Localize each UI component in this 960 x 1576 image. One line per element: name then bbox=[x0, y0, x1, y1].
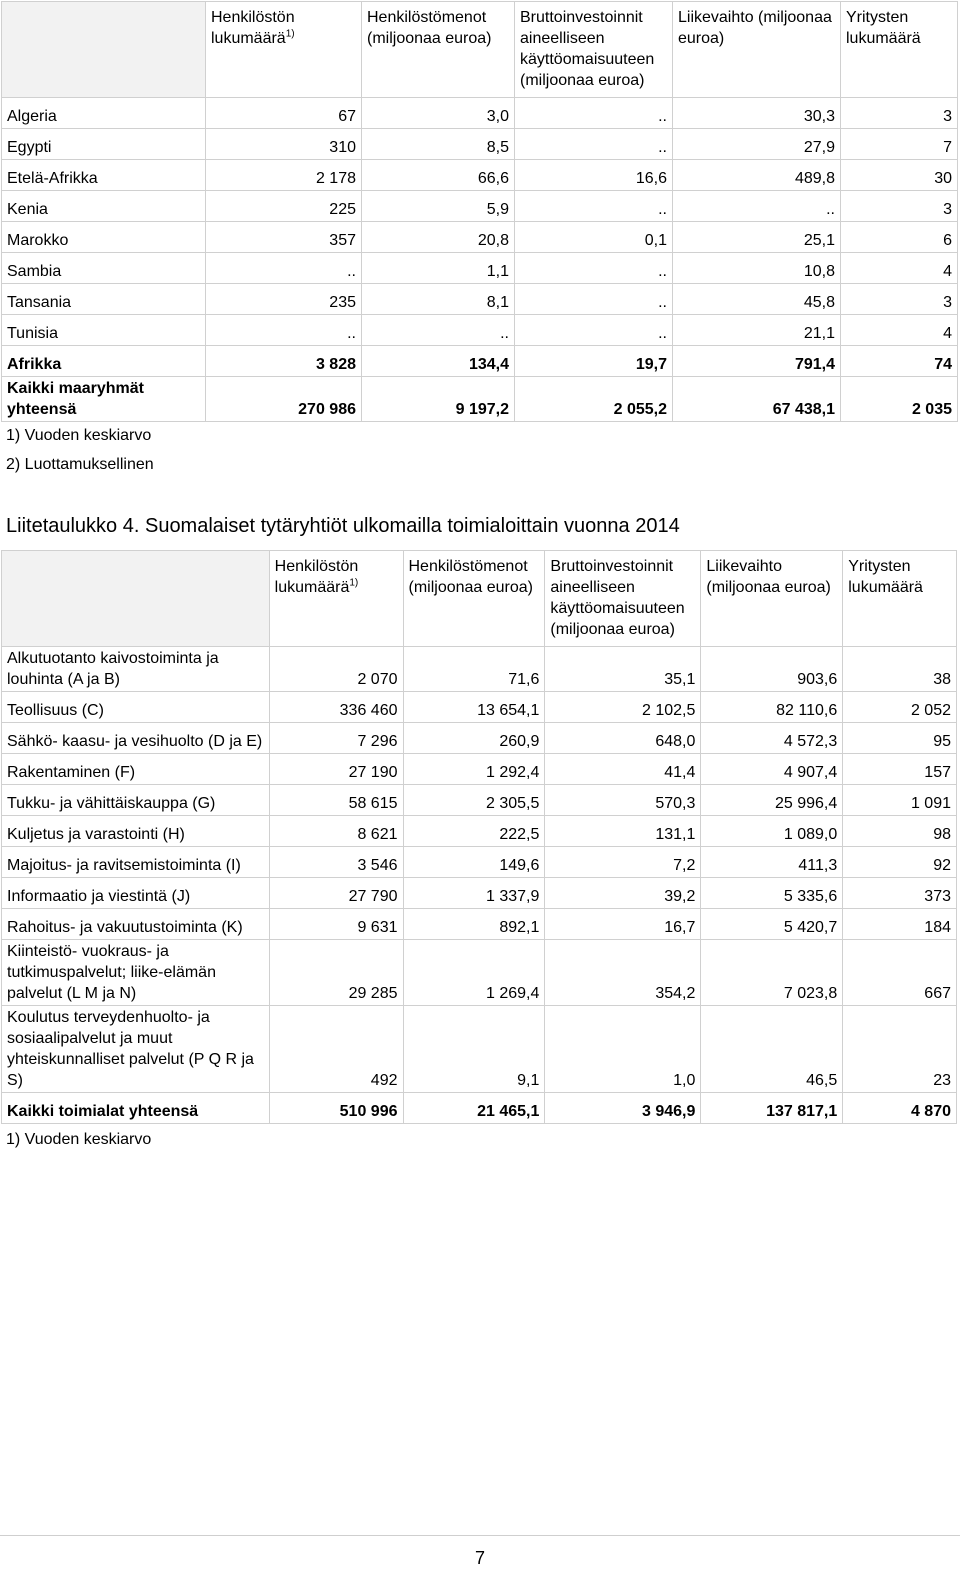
table-africa-countries bbox=[1, 1, 958, 422]
table-row bbox=[2, 222, 958, 253]
row-label: Kenia bbox=[2, 191, 206, 222]
table-cell: 510 996 bbox=[269, 1093, 403, 1124]
table-industries bbox=[1, 550, 957, 1124]
row-label: Rakentaminen (F) bbox=[2, 754, 270, 785]
table-cell: 30 bbox=[841, 160, 958, 191]
table-cell: 354,2 bbox=[545, 940, 701, 1006]
table-cell: .. bbox=[206, 253, 362, 284]
col-header: Yritysten lukumäärä bbox=[841, 2, 958, 98]
row-label: Afrikka bbox=[2, 346, 206, 377]
table-cell: 137 817,1 bbox=[701, 1093, 843, 1124]
table-cell: 82 110,6 bbox=[701, 692, 843, 723]
table-cell: 66,6 bbox=[362, 160, 515, 191]
table-cell: 7 bbox=[841, 129, 958, 160]
row-label: Kiinteistö- vuokraus- ja tutkimuspalvelut; liike-elämän palvelut (L M ja N) bbox=[2, 940, 270, 1006]
row-label: Etelä-Afrikka bbox=[2, 160, 206, 191]
table-row bbox=[2, 160, 958, 191]
col-header: Bruttoinvestoinnit aineelliseen käyttöomaisuuteen (miljoonaa euroa) bbox=[515, 2, 673, 98]
table-row bbox=[2, 1006, 957, 1093]
table-cell: 1 089,0 bbox=[701, 816, 843, 847]
col-header: Henkilöstön lukumäärä$^{1)}$ bbox=[269, 551, 403, 647]
table-row bbox=[2, 1093, 957, 1124]
table-cell: 4 bbox=[841, 315, 958, 346]
table-cell: 222,5 bbox=[403, 816, 545, 847]
table-cell: 310 bbox=[206, 129, 362, 160]
table-cell: 492 bbox=[269, 1006, 403, 1093]
table-cell: 16,6 bbox=[515, 160, 673, 191]
table-row bbox=[2, 284, 958, 315]
table-cell: 21,1 bbox=[673, 315, 841, 346]
row-label: Tukku- ja vähittäiskauppa (G) bbox=[2, 785, 270, 816]
table-cell: 23 bbox=[843, 1006, 957, 1093]
table-cell: 9,1 bbox=[403, 1006, 545, 1093]
table-cell: 98 bbox=[843, 816, 957, 847]
table-cell: 20,8 bbox=[362, 222, 515, 253]
table-cell: 157 bbox=[843, 754, 957, 785]
page-footer-rule bbox=[0, 1535, 960, 1536]
table-cell: 270 986 bbox=[206, 377, 362, 422]
col-header: Henkilöstömenot (miljoonaa euroa) bbox=[403, 551, 545, 647]
row-label: Tansania bbox=[2, 284, 206, 315]
row-label: Koulutus terveydenhuolto- ja sosiaalipalvelut ja muut yhteiskunnalliset palvelut (P Q R ja S) bbox=[2, 1006, 270, 1093]
table-cell: 30,3 bbox=[673, 98, 841, 129]
table-row bbox=[2, 129, 958, 160]
row-label: Informaatio ja viestintä (J) bbox=[2, 878, 270, 909]
header-corner bbox=[2, 2, 206, 98]
table-cell: .. bbox=[515, 284, 673, 315]
table-cell: 29 285 bbox=[269, 940, 403, 1006]
table-row bbox=[2, 723, 957, 754]
table-cell: 149,6 bbox=[403, 847, 545, 878]
table-cell: 41,4 bbox=[545, 754, 701, 785]
table-cell: 35,1 bbox=[545, 647, 701, 692]
table-cell: 8,5 bbox=[362, 129, 515, 160]
table-row bbox=[2, 191, 958, 222]
table-row bbox=[2, 847, 957, 878]
table-cell: 45,8 bbox=[673, 284, 841, 315]
table-cell: 7,2 bbox=[545, 847, 701, 878]
row-label: Majoitus- ja ravitsemistoiminta (I) bbox=[2, 847, 270, 878]
table-row bbox=[2, 98, 958, 129]
table-cell: 4 572,3 bbox=[701, 723, 843, 754]
table-row bbox=[2, 940, 957, 1006]
table-cell: 184 bbox=[843, 909, 957, 940]
table-cell: 235 bbox=[206, 284, 362, 315]
table-cell: 2 305,5 bbox=[403, 785, 545, 816]
table-cell: 27 790 bbox=[269, 878, 403, 909]
table-cell: 134,4 bbox=[362, 346, 515, 377]
row-label: Marokko bbox=[2, 222, 206, 253]
table-cell: 46,5 bbox=[701, 1006, 843, 1093]
table-row bbox=[2, 816, 957, 847]
table-cell: 3 bbox=[841, 284, 958, 315]
table-row bbox=[2, 377, 958, 422]
row-label: Egypti bbox=[2, 129, 206, 160]
table-cell: 2 035 bbox=[841, 377, 958, 422]
table-cell: 7 296 bbox=[269, 723, 403, 754]
col-header: Yritysten lukumäärä bbox=[843, 551, 957, 647]
footnote: 1) Vuoden keskiarvo bbox=[6, 427, 152, 444]
table-cell: 92 bbox=[843, 847, 957, 878]
table-cell: 71,6 bbox=[403, 647, 545, 692]
table-cell: 58 615 bbox=[269, 785, 403, 816]
table-cell: 0,1 bbox=[515, 222, 673, 253]
table-cell: 1 292,4 bbox=[403, 754, 545, 785]
table-row bbox=[2, 315, 958, 346]
table-cell: 8,1 bbox=[362, 284, 515, 315]
table-cell: 373 bbox=[843, 878, 957, 909]
table-caption: Liitetaulukko 4. Suomalaiset tytäryhtiöt ulkomailla toimialoittain vuonna 2014 bbox=[6, 515, 680, 537]
table-cell: 9 631 bbox=[269, 909, 403, 940]
table-cell: 25 996,4 bbox=[701, 785, 843, 816]
table-cell: 3 946,9 bbox=[545, 1093, 701, 1124]
table-cell: 3 828 bbox=[206, 346, 362, 377]
table-cell: 1 337,9 bbox=[403, 878, 545, 909]
table-cell: 1,1 bbox=[362, 253, 515, 284]
row-label: Tunisia bbox=[2, 315, 206, 346]
table-cell: 225 bbox=[206, 191, 362, 222]
table-cell: 67 438,1 bbox=[673, 377, 841, 422]
table-cell: .. bbox=[673, 191, 841, 222]
col-header: Liikevaihto (miljoonaa euroa) bbox=[673, 2, 841, 98]
table-cell: 2 102,5 bbox=[545, 692, 701, 723]
table-row bbox=[2, 909, 957, 940]
table-cell: 336 460 bbox=[269, 692, 403, 723]
table-cell: .. bbox=[206, 315, 362, 346]
table-cell: .. bbox=[515, 98, 673, 129]
table-cell: .. bbox=[362, 315, 515, 346]
table-row bbox=[2, 346, 958, 377]
table-cell: 27,9 bbox=[673, 129, 841, 160]
table-cell: 7 023,8 bbox=[701, 940, 843, 1006]
table-cell: 667 bbox=[843, 940, 957, 1006]
table-cell: 1,0 bbox=[545, 1006, 701, 1093]
table-cell: 10,8 bbox=[673, 253, 841, 284]
table-cell: 903,6 bbox=[701, 647, 843, 692]
table-cell: 3 bbox=[841, 191, 958, 222]
table-cell: 648,0 bbox=[545, 723, 701, 754]
table-cell: 74 bbox=[841, 346, 958, 377]
table-cell: 357 bbox=[206, 222, 362, 253]
page-number: 7 bbox=[474, 1548, 485, 1568]
table-cell: 4 907,4 bbox=[701, 754, 843, 785]
table-cell: 2 178 bbox=[206, 160, 362, 191]
table-row bbox=[2, 754, 957, 785]
col-header: Henkilöstön lukumäärä$^{1)}$ bbox=[206, 2, 362, 98]
table-cell: 16,7 bbox=[545, 909, 701, 940]
row-label: Teollisuus (C) bbox=[2, 692, 270, 723]
table-cell: .. bbox=[515, 315, 673, 346]
table-cell: 2 055,2 bbox=[515, 377, 673, 422]
table-cell: 5 420,7 bbox=[701, 909, 843, 940]
table-cell: 6 bbox=[841, 222, 958, 253]
col-header: Henkilöstömenot (miljoonaa euroa) bbox=[362, 2, 515, 98]
table-cell: 38 bbox=[843, 647, 957, 692]
table-cell: 260,9 bbox=[403, 723, 545, 754]
table-row bbox=[2, 647, 957, 692]
row-label: Kaikki toimialat yhteensä bbox=[2, 1093, 270, 1124]
row-label: Kuljetus ja varastointi (H) bbox=[2, 816, 270, 847]
row-label: Rahoitus- ja vakuutustoiminta (K) bbox=[2, 909, 270, 940]
footnote: 1) Vuoden keskiarvo bbox=[6, 1131, 152, 1148]
table-cell: 2 052 bbox=[843, 692, 957, 723]
table-cell: 19,7 bbox=[515, 346, 673, 377]
table-cell: 892,1 bbox=[403, 909, 545, 940]
table-cell: 13 654,1 bbox=[403, 692, 545, 723]
table-cell: 67 bbox=[206, 98, 362, 129]
table-cell: 1 091 bbox=[843, 785, 957, 816]
table-cell: 3,0 bbox=[362, 98, 515, 129]
table-row bbox=[2, 253, 958, 284]
table-cell: 3 546 bbox=[269, 847, 403, 878]
col-header: Liikevaihto (miljoonaa euroa) bbox=[701, 551, 843, 647]
table-cell: 1 269,4 bbox=[403, 940, 545, 1006]
row-label: Sähkö- kaasu- ja vesihuolto (D ja E) bbox=[2, 723, 270, 754]
table-cell: 8 621 bbox=[269, 816, 403, 847]
table-cell: .. bbox=[515, 191, 673, 222]
table-cell: 5 335,6 bbox=[701, 878, 843, 909]
table-cell: 791,4 bbox=[673, 346, 841, 377]
table-cell: 25,1 bbox=[673, 222, 841, 253]
table-cell: 21 465,1 bbox=[403, 1093, 545, 1124]
row-label: Alkutuotanto kaivostoiminta ja louhinta (A ja B) bbox=[2, 647, 270, 692]
table-cell: 27 190 bbox=[269, 754, 403, 785]
table-cell: 570,3 bbox=[545, 785, 701, 816]
table-cell: 9 197,2 bbox=[362, 377, 515, 422]
table-cell: 95 bbox=[843, 723, 957, 754]
row-label: Algeria bbox=[2, 98, 206, 129]
table-row bbox=[2, 692, 957, 723]
row-label: Sambia bbox=[2, 253, 206, 284]
table-cell: .. bbox=[515, 253, 673, 284]
table-cell: 2 070 bbox=[269, 647, 403, 692]
table-cell: .. bbox=[515, 129, 673, 160]
col-header: Bruttoinvestoinnit aineelliseen käyttöomaisuuteen (miljoonaa euroa) bbox=[545, 551, 701, 647]
header-corner bbox=[2, 551, 270, 647]
table-cell: 411,3 bbox=[701, 847, 843, 878]
table-cell: 39,2 bbox=[545, 878, 701, 909]
footnote: 2) Luottamuksellinen bbox=[6, 456, 154, 473]
table-cell: 131,1 bbox=[545, 816, 701, 847]
table-cell: 489,8 bbox=[673, 160, 841, 191]
table-cell: 4 870 bbox=[843, 1093, 957, 1124]
table-cell: 4 bbox=[841, 253, 958, 284]
table-row bbox=[2, 878, 957, 909]
table-cell: 5,9 bbox=[362, 191, 515, 222]
table-cell: 3 bbox=[841, 98, 958, 129]
row-label: Kaikki maaryhmät yhteensä bbox=[2, 377, 206, 422]
table-row bbox=[2, 785, 957, 816]
